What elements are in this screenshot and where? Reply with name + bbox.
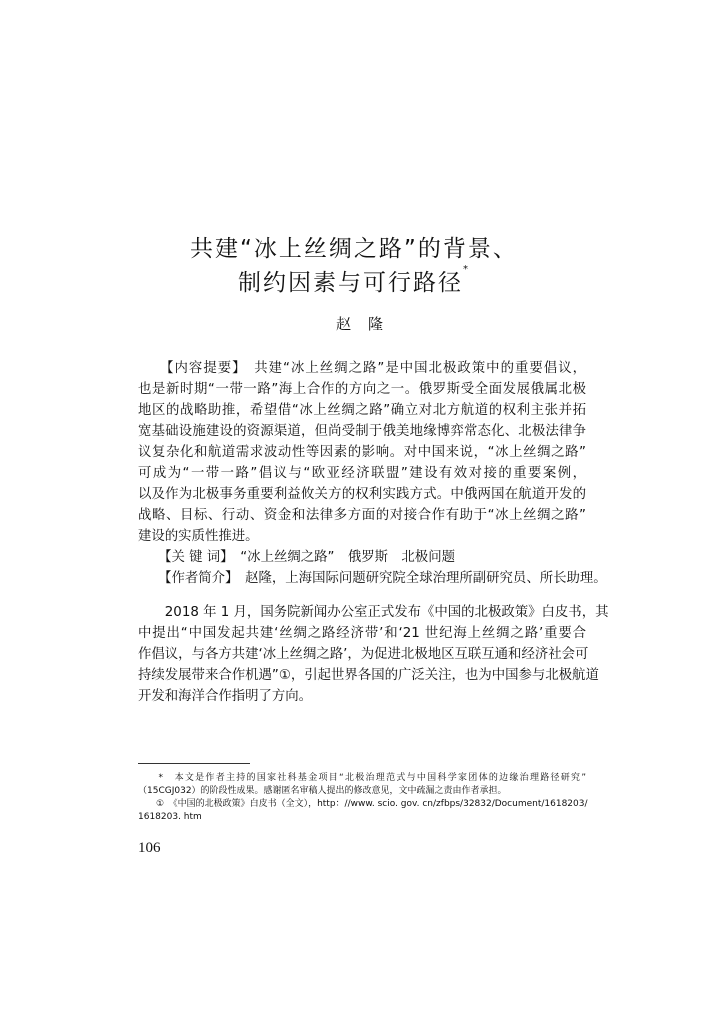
abstract-line: 战略、目标、行动、资金和法律多方面的对接合作有助于“冰上丝绸之路”	[138, 508, 586, 523]
abstract-line: 宽基础设施建设的资源渠道，但尚受制于俄美地缘博弈常态化、北极法律争	[138, 424, 586, 439]
footnote-line: * 本文是作者主持的国家社科基金项目“北极治理范式与中国科学家团体的边缘治理路径研究”	[138, 773, 586, 783]
page-number: 106	[138, 840, 161, 856]
abstract-line: 地区的战略助推，希望借“冰上丝绸之路”确立对北方航道的权利主张并拓	[138, 403, 586, 418]
body-line: 作倡议，与各方共建‘冰上丝绸之路’，为促进北极地区互联互通和经济社会可	[138, 647, 589, 662]
body-line: 持续发展带来合作机遇”①，引起世界各国的广泛关注，也为中国参与北极航道	[138, 668, 599, 683]
abstract-line: 也是新时期“一带一路”海上合作的方向之一。俄罗斯受全面发展俄属北极	[138, 382, 586, 397]
author-bio: 【作者简介】 赵隆，上海国际问题研究院全球治理所副研究员、所长助理。	[138, 571, 607, 586]
body-line: 2018 年 1 月，国务院新闻办公室正式发布《中国的北极政策》白皮书，其	[138, 605, 609, 620]
body-line: 开发和海洋合作指明了方向。	[138, 689, 313, 704]
body-line: 中提出“中国发起共建‘丝绸之路经济带’和‘21 世纪海上丝绸之路’重要合	[138, 626, 586, 641]
footnote-line: （15CGJ032）的阶段性成果。感谢匿名审稿人提出的修改意见，文中疏漏之责由作者承担。	[138, 786, 507, 796]
abstract-line: 【内容提要】 共建“冰上丝绸之路”是中国北极政策中的重要倡议，	[138, 361, 586, 376]
article-title-line-1: 共建“冰上丝绸之路”的背景、	[190, 236, 518, 262]
abstract-line: 以及作为北极事务重要利益攸关方的权利实践方式。中俄两国在航道开发的	[138, 487, 586, 502]
abstract-line: 议复杂化和航道需求波动性等因素的影响。对中国来说，“冰上丝绸之路”	[138, 445, 586, 460]
title-footnote-mark[interactable]: *	[463, 264, 470, 275]
keywords: 【关 键 词】 “冰上丝绸之路” 俄罗斯 北极问题	[138, 550, 455, 565]
abstract-line: 可成为“一带一路”倡议与“欧亚经济联盟”建设有效对接的重要案例，	[138, 466, 586, 481]
author-name: 赵 隆	[336, 315, 385, 333]
title-text: 制约因素与可行路径	[238, 270, 463, 296]
footnote-divider	[138, 763, 250, 764]
article-title-line-2	[238, 264, 470, 297]
footnote-line: ① 《中国的北极政策》白皮书（全文），http：//www. scio. gov. cn/zfbps/32832/Document/1618203/	[138, 799, 588, 809]
footnote-line: 1618203. htm	[138, 812, 202, 822]
abstract-line: 建设的实质性推进。	[138, 529, 259, 544]
